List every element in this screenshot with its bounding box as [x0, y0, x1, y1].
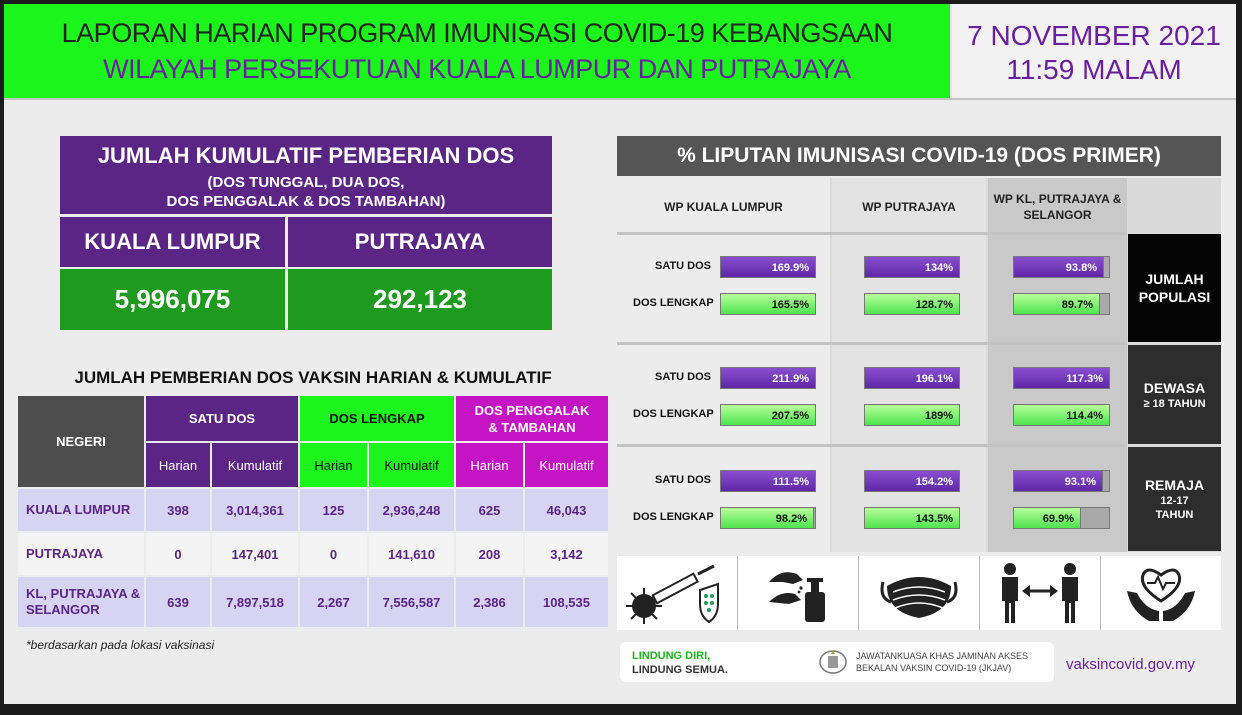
- column-header-kl: WP KUALA LUMPUR: [664, 200, 783, 214]
- group-title: DEWASA: [1143, 379, 1206, 396]
- row-label-kuala-lumpur: KUALA LUMPUR: [18, 489, 144, 531]
- table-cell: 46,043: [525, 489, 608, 531]
- bar-label: SATU DOS: [655, 371, 712, 383]
- coverage-bar: 111.5%: [720, 470, 816, 492]
- organisation-name: [856, 650, 1028, 674]
- header-dos-lengkap: DOS LENGKAP: [300, 396, 454, 441]
- header-dos-penggalak: DOS PENGGALAK & TAMBAHAN: [456, 396, 608, 441]
- coverage-bar: 169.9%: [720, 256, 816, 278]
- group-label-dewasa: [1128, 345, 1221, 444]
- table-cell: 0: [300, 533, 367, 575]
- row-separator: [617, 232, 1127, 235]
- coverage-title: % LIPUTAN IMUNISASI COVID-19 (DOS PRIMER): [617, 136, 1221, 176]
- website-link[interactable]: vaksincovid.gov.my: [1066, 656, 1195, 673]
- report-subtitle: WILAYAH PERSEKUTUAN KUALA LUMPUR DAN PUTRAJAYA: [103, 54, 851, 84]
- cumulative-title: JUMLAH KUMULATIF PEMBERIAN DOS: [97, 143, 515, 168]
- coverage-bar: 165.5%: [720, 293, 816, 315]
- organisation-line-1: JAWATANKUASA KHAS JAMINAN AKSES: [856, 651, 1029, 661]
- table-cell: 141,610: [369, 533, 454, 575]
- coverage-bar: 134%: [864, 256, 960, 278]
- header-negeri: NEGERI: [18, 396, 144, 487]
- daily-table-title: JUMLAH PEMBERIAN DOS VAKSIN HARIAN & KUMULATIF: [74, 368, 552, 387]
- column-header-pj: WP PUTRAJAYA: [862, 200, 956, 214]
- cumulative-pj-label: PUTRAJAYA: [288, 217, 552, 267]
- coverage-bar: 114.4%: [1013, 404, 1110, 426]
- report-title: LAPORAN HARIAN PROGRAM IMUNISASI COVID-19 KEBANGSAAN: [61, 18, 893, 48]
- subheader-kumulatif: Kumulatif: [525, 443, 608, 487]
- table-cell: 3,142: [525, 533, 608, 575]
- bar-label: SATU DOS: [655, 260, 712, 272]
- table-cell: 2,386: [456, 577, 523, 627]
- coverage-bar: 211.9%: [720, 367, 816, 389]
- coverage-bar: 69.9%: [1013, 507, 1081, 529]
- table-cell: 125: [300, 489, 367, 531]
- table-cell: 639: [146, 577, 210, 627]
- cumulative-title-box: [60, 136, 552, 214]
- row-label-kl-putrajaya-selangor: KL, PUTRAJAYA & SELANGOR: [18, 577, 144, 627]
- group-label-remaja: [1128, 447, 1221, 551]
- header-divider: [4, 98, 1236, 100]
- group-title: JUMLAH POPULASI: [1138, 271, 1211, 305]
- slogan-line-1: LINDUNG DIRI,: [632, 650, 711, 662]
- bar-label: DOS LENGKAP: [633, 297, 714, 309]
- row-label-putrajaya: PUTRAJAYA: [18, 533, 144, 575]
- column-header-all: WP KL, PUTRAJAYA & SELANGOR: [993, 192, 1122, 222]
- subheader-kumulatif: Kumulatif: [369, 443, 454, 487]
- row-separator: [617, 444, 1127, 447]
- group-subtitle: ≥ 18 TAHUN: [1143, 397, 1206, 410]
- table-cell: 2,936,248: [369, 489, 454, 531]
- table-cell: 398: [146, 489, 210, 531]
- subheader-harian: Harian: [146, 443, 210, 487]
- bar-label: SATU DOS: [655, 474, 712, 486]
- date-box: [952, 4, 1236, 98]
- coverage-bar: 154.2%: [864, 470, 960, 492]
- cumulative-pj-value: 292,123: [288, 269, 552, 330]
- report-date: 7 NOVEMBER 2021: [967, 20, 1221, 51]
- cumulative-kl-label: KUALA LUMPUR: [60, 217, 285, 267]
- slogan-line-2: LINDUNG SEMUA.: [632, 664, 728, 676]
- table-cell: 0: [146, 533, 210, 575]
- group-title: REMAJA: [1144, 477, 1205, 493]
- face-mask-icon: [859, 556, 980, 630]
- table-cell: 7,556,587: [369, 577, 454, 627]
- group-label-jumlah-populasi: [1128, 234, 1221, 342]
- bar-label: DOS LENGKAP: [633, 511, 714, 523]
- handwash-icon: [738, 556, 859, 630]
- coverage-bar: 117.3%: [1013, 367, 1110, 389]
- group-subtitle: 12-17 TAHUN: [1155, 495, 1194, 521]
- coverage-bar: 93.8%: [1013, 256, 1104, 278]
- table-cell: 108,535: [525, 577, 608, 627]
- table-footnote: *berdasarkan pada lokasi vaksinasi: [26, 638, 215, 652]
- cumulative-subtitle-1: (DOS TUNGGAL, DUA DOS,: [207, 174, 405, 191]
- coverage-bar: 89.7%: [1013, 293, 1100, 315]
- vaccine-icon: [617, 556, 738, 630]
- table-cell: 147,401: [212, 533, 298, 575]
- organisation-line-2: BEKALAN VAKSIN COVID-19 (JKJAV): [856, 663, 1012, 673]
- prevention-icons: [617, 556, 1221, 630]
- coverage-bar: 93.1%: [1013, 470, 1103, 492]
- slogan: [632, 649, 728, 677]
- row-separator: [617, 342, 1127, 345]
- campaign-logo: [620, 642, 1054, 682]
- report-time: 11:59 MALAM: [1006, 54, 1182, 85]
- header-satu-dos: SATU DOS: [146, 396, 298, 441]
- subheader-harian: Harian: [456, 443, 523, 487]
- table-cell: 3,014,361: [212, 489, 298, 531]
- subheader-harian: Harian: [300, 443, 367, 487]
- heart-care-icon: [1101, 556, 1221, 630]
- coverage-bar: 207.5%: [720, 404, 816, 426]
- cumulative-subtitle-2: DOS PENGGALAK & DOS TAMBAHAN): [166, 193, 446, 210]
- social-distance-icon: [980, 556, 1101, 630]
- coverage-bar: 128.7%: [864, 293, 960, 315]
- table-cell: 625: [456, 489, 523, 531]
- cumulative-kl-value: 5,996,075: [60, 269, 285, 330]
- coverage-bar: 143.5%: [864, 507, 960, 529]
- table-cell: 7,897,518: [212, 577, 298, 627]
- coverage-bar: 189%: [864, 404, 960, 426]
- table-cell: 2,267: [300, 577, 367, 627]
- table-cell: 208: [456, 533, 523, 575]
- subheader-kumulatif: Kumulatif: [212, 443, 298, 487]
- coverage-bar: 196.1%: [864, 367, 960, 389]
- report-header: [4, 4, 950, 98]
- bar-label: DOS LENGKAP: [633, 408, 714, 420]
- coat-of-arms-icon: [818, 649, 848, 675]
- coverage-bar: 98.2%: [720, 507, 814, 529]
